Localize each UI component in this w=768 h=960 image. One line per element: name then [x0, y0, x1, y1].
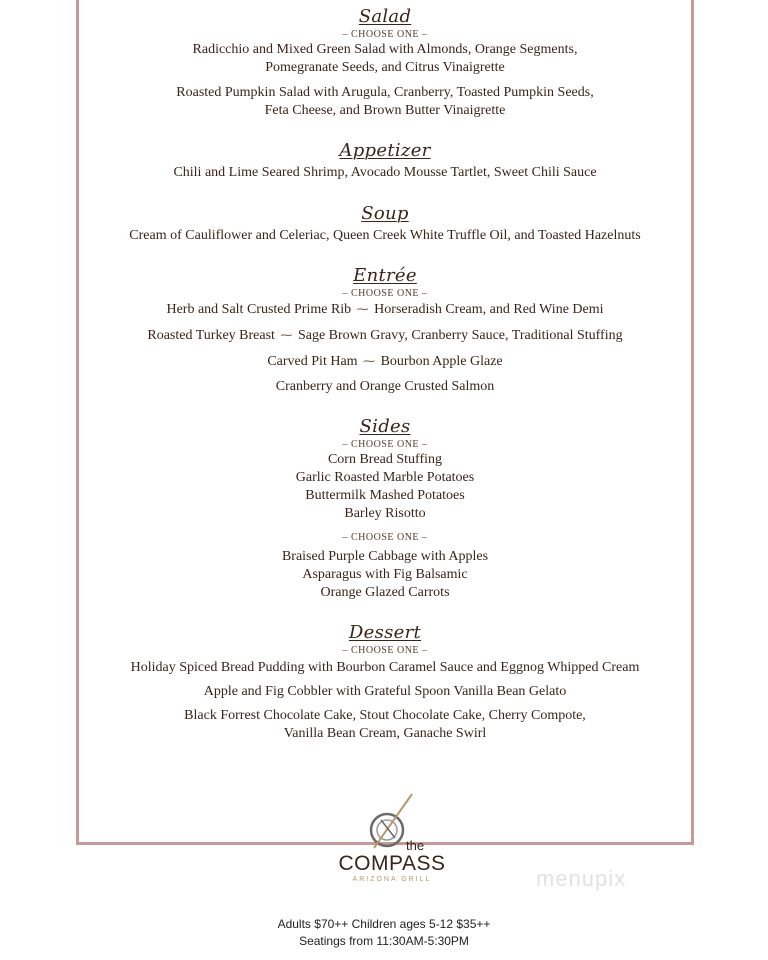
sides-choose-one: – CHOOSE ONE –	[342, 532, 428, 543]
tilde-separator-icon: ⁓	[363, 354, 376, 368]
dessert-title: Dessert	[348, 622, 422, 643]
entree-item	[79, 300, 691, 319]
side-item: Braised Purple Cabbage with Apples	[281, 549, 489, 564]
seating-line: Seatings from 11:30AM-5:30PM	[299, 934, 469, 948]
side-item: Buttermilk Mashed Potatoes	[305, 488, 465, 503]
pricing-footer	[0, 916, 768, 950]
salad-item	[79, 41, 691, 77]
entree-item-main: Roasted Turkey Breast	[147, 328, 275, 343]
sides-section	[79, 416, 691, 602]
entree-item-side: Bourbon Apple Glaze	[380, 354, 503, 369]
dessert-choose-one: – CHOOSE ONE –	[342, 645, 428, 656]
entree-item-side: Sage Brown Gravy, Cranberry Sauce, Traditional Stuffing	[297, 328, 623, 343]
salad-item-line: Pomegranate Seeds, and Citrus Vinaigrette	[265, 60, 505, 75]
salad-item	[79, 84, 691, 120]
dessert-item	[79, 707, 691, 743]
sides-choose-one: – CHOOSE ONE –	[342, 439, 428, 450]
salad-title: Salad	[358, 6, 412, 27]
pricing-line: Adults $70++ Children ages 5-12 $35++	[277, 917, 491, 931]
sides-title: Sides	[359, 416, 411, 437]
appetizer-title: Appetizer	[339, 140, 431, 161]
side-item: Asparagus with Fig Balsamic	[302, 567, 468, 582]
dessert-item: Holiday Spiced Bread Pudding with Bourbon Caramel Sauce and Eggnog Whipped Cream	[130, 660, 640, 675]
logo-name: COMPASS	[338, 852, 446, 875]
dessert-item-line: Vanilla Bean Cream, Ganache Swirl	[283, 726, 487, 741]
salad-item-line: Radicchio and Mixed Green Salad with Almonds, Orange Segments,	[192, 42, 578, 57]
compass-logo-icon	[332, 790, 452, 900]
salad-item-line: Feta Cheese, and Brown Butter Vinaigrette	[264, 103, 506, 118]
entree-item	[79, 352, 691, 371]
holiday-menu	[79, 0, 691, 790]
dessert-item: Apple and Fig Cobbler with Grateful Spoon Vanilla Bean Gelato	[203, 684, 567, 699]
dessert-item-line: Black Forrest Chocolate Cake, Stout Chocolate Cake, Cherry Compote,	[184, 708, 586, 723]
entree-title: Entrée	[353, 265, 417, 286]
entree-section	[79, 265, 691, 396]
logo-subtitle: ARIZONA GRILL	[352, 876, 432, 883]
salad-choose-one: – CHOOSE ONE –	[342, 29, 428, 40]
salad-section	[79, 0, 691, 120]
dessert-section	[79, 622, 691, 743]
soup-title: Soup	[361, 203, 409, 224]
tilde-separator-icon: ⁓	[356, 302, 369, 316]
side-item: Corn Bread Stuffing	[327, 452, 443, 467]
logo-the-text: the	[406, 838, 425, 853]
menupix-watermark: menupix	[536, 866, 627, 891]
entree-item-main: Herb and Salt Crusted Prime Rib	[166, 302, 352, 317]
side-item: Orange Glazed Carrots	[320, 585, 450, 600]
entree-item: Cranberry and Orange Crusted Salmon	[275, 379, 495, 394]
side-item: Garlic Roasted Marble Potatoes	[295, 470, 475, 485]
appetizer-section	[79, 140, 691, 182]
entree-choose-one: – CHOOSE ONE –	[342, 288, 428, 299]
tilde-separator-icon: ⁓	[280, 328, 293, 342]
appetizer-item: Chili and Lime Seared Shrimp, Avocado Mousse Tartlet, Sweet Chili Sauce	[173, 165, 597, 180]
soup-item: Cream of Cauliflower and Celeriac, Queen Creek White Truffle Oil, and Toasted Hazelnuts	[129, 228, 641, 243]
entree-item-side: Horseradish Cream, and Red Wine Demi	[374, 302, 604, 317]
entree-item-main: Carved Pit Ham	[267, 354, 358, 369]
soup-section	[79, 203, 691, 245]
side-item: Barley Risotto	[344, 506, 426, 521]
salad-item-line: Roasted Pumpkin Salad with Arugula, Cranberry, Toasted Pumpkin Seeds,	[176, 85, 594, 100]
entree-item	[79, 326, 691, 345]
